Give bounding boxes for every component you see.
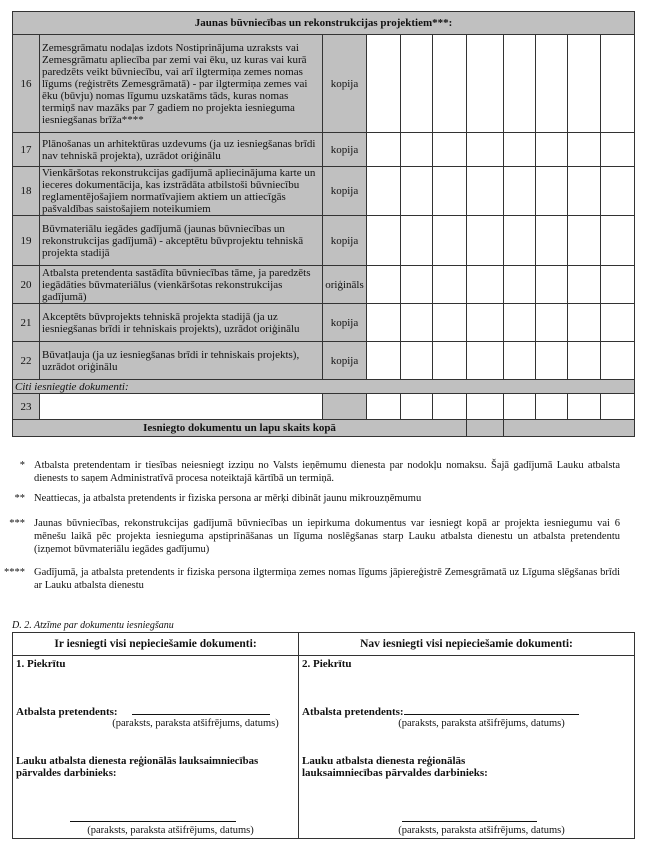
row-number: 20 [13, 266, 40, 304]
right-officer-label: Lauku atbalsta dienesta reģionālās lauksaimniecības pārvaldes darbinieks: [302, 755, 488, 779]
entry-cell[interactable] [401, 394, 433, 420]
other-docs-label: Citi iesniegtie dokumenti: [13, 380, 635, 394]
entry-cell[interactable] [568, 304, 601, 342]
entry-cell[interactable] [504, 394, 536, 420]
row-description: Atbalsta pretendenta sastādīta būvniecības tāme, ja paredzēts iegādāties būvmateriālus (vienkāršotas rekonstrukcijas gadījumā) [40, 266, 323, 304]
entry-cell[interactable] [568, 266, 601, 304]
footnote [20, 459, 620, 485]
d2-title: D. 2. Atzīme par dokumentu iesniegšanu [12, 620, 174, 631]
entry-cell[interactable] [601, 342, 635, 380]
other-doc-input[interactable] [40, 394, 323, 420]
entry-cell[interactable] [367, 266, 401, 304]
entry-cell[interactable] [433, 35, 467, 133]
entry-cell[interactable] [536, 133, 568, 167]
entry-cell[interactable] [536, 216, 568, 266]
document-row [13, 216, 635, 266]
left-officer-caption: (paraksts, paraksta atšifrējums, datums) [87, 825, 254, 836]
entry-cell[interactable] [401, 167, 433, 216]
document-row [13, 266, 635, 304]
left-applicant-signature-line[interactable] [132, 714, 270, 715]
row-document-type: kopija [323, 304, 367, 342]
entry-cell[interactable] [467, 304, 504, 342]
entry-cell[interactable] [536, 35, 568, 133]
row-description: Zemesgrāmatu nodaļas izdots Nostiprinājuma uzraksts vai Zemesgrāmatu apliecība par zemi vai ēku, uz kuras vai kurā paredzēts veikt būvniecību, vai arī ilgtermiņa zemes nomas līgums (reģistrēts Zemesgrāmatā) - par ilgtermiņa zemes vai ēku (būvju) nomas līgumu uzskatāms tāds, kuras nomas termiņš nav mazāks par 7 gadiem no projekta iesnieguma iesniegšanas brīža**** [40, 35, 323, 133]
right-officer-signature-line[interactable] [402, 821, 537, 822]
entry-cell[interactable] [568, 342, 601, 380]
entry-cell[interactable] [401, 133, 433, 167]
d2-table [12, 632, 635, 839]
entry-cell[interactable] [504, 216, 536, 266]
document-row [13, 167, 635, 216]
entry-cell[interactable] [367, 216, 401, 266]
entry-cell[interactable] [433, 304, 467, 342]
document-row [13, 133, 635, 167]
entry-cell[interactable] [568, 216, 601, 266]
row-document-type: kopija [323, 133, 367, 167]
total-label: Iesniegto dokumentu un lapu skaits kopā [13, 420, 467, 437]
entry-cell[interactable] [601, 216, 635, 266]
entry-cell[interactable] [568, 167, 601, 216]
row-number: 23 [13, 394, 40, 420]
left-officer-signature-line[interactable] [70, 821, 236, 822]
right-applicant-caption: (paraksts, paraksta atšifrējums, datums) [398, 718, 565, 729]
entry-cell[interactable] [467, 216, 504, 266]
entry-cell[interactable] [601, 133, 635, 167]
right-applicant-signature-line[interactable] [404, 714, 579, 715]
entry-cell[interactable] [504, 304, 536, 342]
entry-cell[interactable] [536, 394, 568, 420]
row-document-type: kopija [323, 35, 367, 133]
right-applicant-label: Atbalsta pretendents: [302, 706, 404, 718]
footnote-text: Gadījumā, ja atbalsta pretendents ir fiziska persona ilgtermiņa zemes nomas līgums jāpiereģistrē Zemesgrāmatā uz Līguma slēgšanas brīdi ar Lauku atbalsta dienestu [34, 567, 620, 591]
footnote-mark: *** [9, 518, 25, 529]
row-description: Vienkāršotas rekonstrukcijas gadījumā apliecinājuma karte un ieceres dokumentācija, kas izstrādāta atbilstoši būvniecību reglamentējošajiem normatīvajiem aktiem un attiecīgās pašvaldības saistošajiem noteikumiem [40, 167, 323, 216]
row-number: 19 [13, 216, 40, 266]
document-row [13, 304, 635, 342]
entry-cell[interactable] [568, 35, 601, 133]
section-header: Jaunas būvniecības un rekonstrukcijas projektiem***: [13, 12, 635, 35]
entry-cell[interactable] [601, 167, 635, 216]
footnote-text: Neattiecas, ja atbalsta pretendents ir fiziska persona ar mērķi dibināt jaunu mikrouzņēmumu [34, 493, 422, 504]
document-row [13, 394, 635, 420]
entry-cell[interactable] [504, 35, 536, 133]
entry-cell[interactable] [433, 167, 467, 216]
entry-cell[interactable] [601, 394, 635, 420]
d2-left-header: Ir iesniegti visi nepieciešamie dokumenti: [13, 633, 299, 656]
entry-cell[interactable] [401, 216, 433, 266]
entry-cell[interactable] [504, 266, 536, 304]
entry-cell[interactable] [568, 133, 601, 167]
entry-cell[interactable] [568, 394, 601, 420]
entry-cell[interactable] [401, 35, 433, 133]
row-number: 18 [13, 167, 40, 216]
entry-cell[interactable] [433, 394, 467, 420]
entry-cell[interactable] [367, 133, 401, 167]
entry-cell[interactable] [536, 304, 568, 342]
entry-cell[interactable] [504, 167, 536, 216]
row-number: 21 [13, 304, 40, 342]
footnote-text: Jaunas būvniecības, rekonstrukcijas gadījumā būvniecības un iepirkuma dokumentus var iesniegt kopā ar projekta iesniegumu vai 6 mēnešu laikā pēc projekta iesnieguma apstiprināšanas un līguma noslēgšanas starp Lauku atbalsta dienestu un atbalsta pretendentu (izņemot būvmateriālu iegādes gadījumu) [34, 518, 620, 555]
entry-cell[interactable] [601, 266, 635, 304]
left-applicant-label: Atbalsta pretendents: [16, 706, 118, 718]
row-document-type: kopija [323, 216, 367, 266]
entry-cell[interactable] [433, 216, 467, 266]
row-description: Plānošanas un arhitektūras uzdevums (ja uz iesniegšanas brīdi nav tehniskā projekta), uzrādot oriģinālu [40, 133, 323, 167]
total-docs-cell[interactable] [467, 420, 504, 437]
entry-cell[interactable] [536, 266, 568, 304]
right-agree-label: 2. Piekrītu [302, 658, 352, 670]
footnote [14, 492, 620, 505]
entry-cell[interactable] [536, 342, 568, 380]
entry-cell[interactable] [467, 133, 504, 167]
entry-cell[interactable] [504, 133, 536, 167]
left-agree-label: 1. Piekrītu [16, 658, 66, 670]
entry-cell[interactable] [601, 304, 635, 342]
footnote-mark: ** [14, 493, 25, 504]
right-officer-caption: (paraksts, paraksta atšifrējums, datums) [398, 825, 565, 836]
row-number: 16 [13, 35, 40, 133]
other-docs-row [13, 380, 635, 394]
d2-right-cell [299, 656, 635, 839]
entry-cell[interactable] [467, 35, 504, 133]
entry-cell[interactable] [536, 167, 568, 216]
entry-cell[interactable] [401, 266, 433, 304]
row-document-type: kopija [323, 342, 367, 380]
footnote-mark: **** [4, 567, 25, 578]
entry-cell[interactable] [433, 266, 467, 304]
entry-cell[interactable] [367, 167, 401, 216]
entry-cell[interactable] [467, 167, 504, 216]
document-row [13, 35, 635, 133]
entry-cell[interactable] [367, 304, 401, 342]
row-description: Akceptēts būvprojekts tehniskā projekta stadijā (ja uz iesniegšanas brīdi ir tehniskais projekts), uzrādot oriģinālu [40, 304, 323, 342]
entry-cell[interactable] [367, 35, 401, 133]
entry-cell[interactable] [601, 35, 635, 133]
row-description: Būvatļauja (ja uz iesniegšanas brīdi ir tehniskais projekts), uzrādot oriģinālu [40, 342, 323, 380]
entry-cell[interactable] [367, 342, 401, 380]
left-applicant-caption: (paraksts, paraksta atšifrējums, datums) [112, 718, 279, 729]
entry-cell[interactable] [467, 394, 504, 420]
entry-cell[interactable] [433, 342, 467, 380]
row-document-type: oriģināls [323, 266, 367, 304]
footnote [9, 517, 620, 556]
entry-cell[interactable] [401, 304, 433, 342]
entry-cell[interactable] [504, 342, 536, 380]
entry-cell[interactable] [367, 394, 401, 420]
documents-table [12, 11, 635, 437]
left-officer-label: Lauku atbalsta dienesta reģionālās lauksaimniecības pārvaldes darbinieks: [16, 755, 259, 779]
total-pages-cell[interactable] [504, 420, 635, 437]
total-row [13, 420, 635, 437]
row-number: 17 [13, 133, 40, 167]
entry-cell[interactable] [467, 342, 504, 380]
row-description: Būvmateriālu iegādes gadījumā (jaunas būvniecības un rekonstrukcijas gadījumā) - akceptētu būvprojektu tehniskā projekta stadijā [40, 216, 323, 266]
footnote-mark: * [19, 460, 25, 471]
row-document-type: kopija [323, 167, 367, 216]
entry-cell[interactable] [401, 342, 433, 380]
footnote [4, 566, 620, 592]
row-number: 22 [13, 342, 40, 380]
footnote-text: Atbalsta pretendentam ir tiesības neiesniegt izziņu no Valsts ieņēmumu dienesta par nodokļu nomaksu. Šajā gadījumā Lauku atbalsta dienests to saņem Administratīvā procesa noteiktajā kārtībā un termiņā. [34, 460, 620, 484]
row-document-type [323, 394, 367, 420]
entry-cell[interactable] [433, 133, 467, 167]
d2-left-cell [13, 656, 299, 839]
d2-right-header: Nav iesniegti visi nepieciešamie dokumenti: [299, 633, 635, 656]
entry-cell[interactable] [467, 266, 504, 304]
document-row [13, 342, 635, 380]
